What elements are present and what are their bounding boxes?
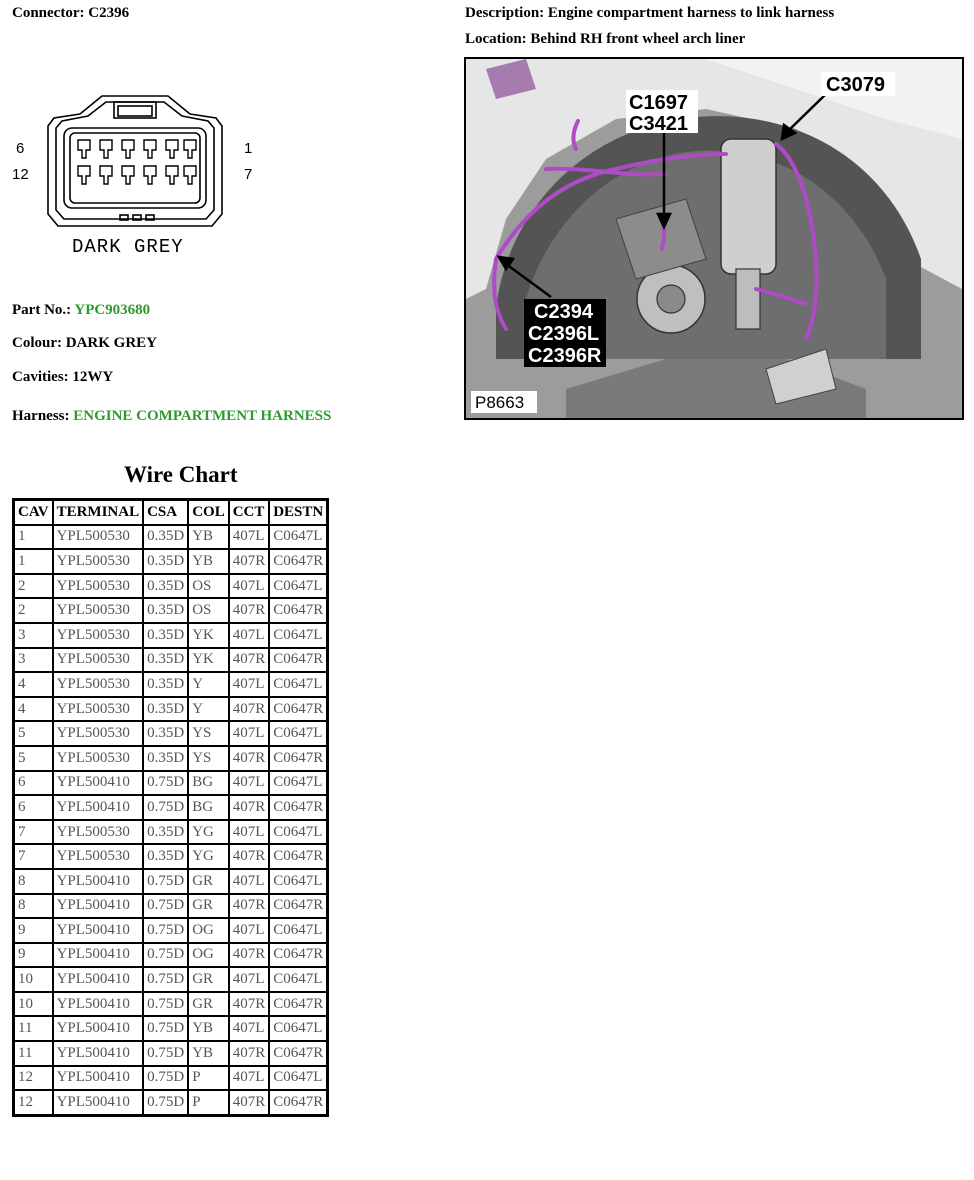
cell-terminal: YPL500530 — [53, 623, 144, 648]
cell-col: Y — [188, 672, 229, 697]
cell-cav: 4 — [14, 697, 53, 722]
cell-csa: 0.35D — [143, 672, 188, 697]
cell-cct: 407R — [229, 746, 270, 771]
cell-destn: C0647R — [269, 598, 328, 623]
cell-col: YK — [188, 623, 229, 648]
table-row — [14, 746, 328, 771]
cell-csa: 0.75D — [143, 894, 188, 919]
cell-terminal: YPL500530 — [53, 746, 144, 771]
cell-cct: 407R — [229, 844, 270, 869]
cell-destn: C0647L — [269, 967, 328, 992]
cell-destn: C0647L — [269, 721, 328, 746]
table-row — [14, 1041, 328, 1066]
cell-csa: 0.35D — [143, 648, 188, 673]
cell-cav: 3 — [14, 623, 53, 648]
cell-terminal: YPL500410 — [53, 918, 144, 943]
cell-cav: 8 — [14, 869, 53, 894]
cell-cct: 407R — [229, 795, 270, 820]
cell-destn: C0647R — [269, 795, 328, 820]
cell-terminal: YPL500530 — [53, 672, 144, 697]
cell-cct: 407R — [229, 697, 270, 722]
cell-cav: 11 — [14, 1016, 53, 1041]
table-row — [14, 992, 328, 1017]
cell-cav: 4 — [14, 672, 53, 697]
location-photo-illustration — [466, 59, 962, 418]
cell-col: YK — [188, 648, 229, 673]
callout-c3421: C3421 — [629, 113, 688, 135]
table-row — [14, 918, 328, 943]
table-row — [14, 844, 328, 869]
cell-cct: 407L — [229, 1066, 270, 1091]
cell-col: Y — [188, 697, 229, 722]
cell-destn: C0647R — [269, 549, 328, 574]
cell-cct: 407R — [229, 598, 270, 623]
cell-cct: 407L — [229, 967, 270, 992]
cell-col: GR — [188, 992, 229, 1017]
cell-csa: 0.75D — [143, 943, 188, 968]
callout-c1697: C1697 — [629, 92, 688, 114]
column-header-cct: CCT — [229, 500, 270, 525]
cell-terminal: YPL500530 — [53, 844, 144, 869]
wire-chart-body — [14, 525, 328, 1116]
cell-col: GR — [188, 894, 229, 919]
cell-col: YG — [188, 820, 229, 845]
cell-destn: C0647L — [269, 574, 328, 599]
cell-cct: 407L — [229, 1016, 270, 1041]
cell-terminal: YPL500530 — [53, 697, 144, 722]
cell-cav: 11 — [14, 1041, 53, 1066]
wire-chart-title: Wire Chart — [124, 462, 238, 487]
cell-col: BG — [188, 771, 229, 796]
cell-col: YG — [188, 844, 229, 869]
cell-cct: 407R — [229, 1090, 270, 1115]
cell-destn: C0647R — [269, 943, 328, 968]
table-row — [14, 869, 328, 894]
table-row — [14, 697, 328, 722]
connector-title: Connector: C2396 — [12, 5, 130, 21]
wire-chart-header-row — [14, 500, 328, 525]
cell-destn: C0647L — [269, 869, 328, 894]
harness-label: Harness: — [12, 408, 70, 424]
table-row — [14, 967, 328, 992]
cell-destn: C0647R — [269, 844, 328, 869]
cell-destn: C0647L — [269, 1066, 328, 1091]
cell-cav: 6 — [14, 795, 53, 820]
cell-cct: 407R — [229, 943, 270, 968]
column-header-terminal: TERMINAL — [53, 500, 144, 525]
cell-terminal: YPL500410 — [53, 771, 144, 796]
cell-destn: C0647L — [269, 623, 328, 648]
harness-info — [12, 408, 331, 425]
cell-destn: C0647L — [269, 1016, 328, 1041]
table-row — [14, 623, 328, 648]
connector-face-diagram — [40, 88, 230, 233]
cell-csa: 0.35D — [143, 746, 188, 771]
cell-col: YS — [188, 721, 229, 746]
cell-col: BG — [188, 795, 229, 820]
cell-col: OS — [188, 574, 229, 599]
part-number — [12, 302, 150, 319]
cell-cav: 9 — [14, 918, 53, 943]
cell-csa: 0.35D — [143, 574, 188, 599]
pin-label-7: 7 — [244, 166, 253, 183]
cell-cav: 8 — [14, 894, 53, 919]
cell-terminal: YPL500530 — [53, 525, 144, 550]
cell-destn: C0647L — [269, 525, 328, 550]
cell-col: YB — [188, 549, 229, 574]
table-row — [14, 721, 328, 746]
cell-csa: 0.75D — [143, 1066, 188, 1091]
cell-cct: 407L — [229, 525, 270, 550]
colour-text: Colour: DARK GREY — [12, 335, 157, 351]
cell-cav: 6 — [14, 771, 53, 796]
callout-c2396l: C2396L — [528, 323, 600, 345]
cell-cct: 407L — [229, 672, 270, 697]
cell-destn: C0647R — [269, 648, 328, 673]
cell-cct: 407L — [229, 574, 270, 599]
cell-csa: 0.35D — [143, 525, 188, 550]
cell-cav: 1 — [14, 525, 53, 550]
photo-reference: P8663 — [475, 393, 525, 412]
cell-col: YB — [188, 525, 229, 550]
cell-csa: 0.75D — [143, 1016, 188, 1041]
cell-cct: 407L — [229, 918, 270, 943]
pin-label-12: 12 — [12, 166, 29, 183]
cell-destn: C0647R — [269, 1090, 328, 1115]
table-row — [14, 771, 328, 796]
cell-csa: 0.75D — [143, 1090, 188, 1115]
table-row — [14, 1016, 328, 1041]
cell-cav: 7 — [14, 820, 53, 845]
cell-csa: 0.75D — [143, 771, 188, 796]
cell-cct: 407R — [229, 992, 270, 1017]
cell-cct: 407R — [229, 1041, 270, 1066]
cell-terminal: YPL500530 — [53, 598, 144, 623]
cell-cct: 407L — [229, 771, 270, 796]
cell-cct: 407L — [229, 721, 270, 746]
cell-cct: 407R — [229, 894, 270, 919]
table-row — [14, 1090, 328, 1115]
cell-csa: 0.35D — [143, 598, 188, 623]
cell-csa: 0.35D — [143, 721, 188, 746]
pin-label-1: 1 — [244, 140, 253, 157]
cell-cct: 407L — [229, 820, 270, 845]
location-text: Location: Behind RH front wheel arch liner — [465, 31, 746, 47]
table-row — [14, 795, 328, 820]
cell-terminal: YPL500410 — [53, 992, 144, 1017]
column-header-cav: CAV — [14, 500, 53, 525]
cell-col: P — [188, 1090, 229, 1115]
cell-destn: C0647L — [269, 672, 328, 697]
cell-cav: 10 — [14, 992, 53, 1017]
part-number-label: Part No.: — [12, 302, 72, 318]
table-row — [14, 574, 328, 599]
cell-cav: 7 — [14, 844, 53, 869]
cell-destn: C0647L — [269, 820, 328, 845]
cell-col: YS — [188, 746, 229, 771]
cell-destn: C0647R — [269, 992, 328, 1017]
cell-cav: 5 — [14, 746, 53, 771]
cell-terminal: YPL500530 — [53, 721, 144, 746]
cell-terminal: YPL500530 — [53, 648, 144, 673]
cavities-text: Cavities: 12WY — [12, 369, 114, 385]
cell-col: OG — [188, 943, 229, 968]
cell-destn: C0647L — [269, 918, 328, 943]
callout-c3079: C3079 — [826, 74, 885, 96]
cell-col: YB — [188, 1041, 229, 1066]
cell-csa: 0.75D — [143, 1041, 188, 1066]
cell-csa: 0.75D — [143, 967, 188, 992]
table-row — [14, 598, 328, 623]
description-text: Description: Engine compartment harness to link harness — [465, 5, 835, 21]
cell-col: GR — [188, 967, 229, 992]
pin-label-6: 6 — [16, 140, 25, 157]
cell-cav: 10 — [14, 967, 53, 992]
cell-cav: 5 — [14, 721, 53, 746]
cell-cav: 12 — [14, 1066, 53, 1091]
cell-csa: 0.35D — [143, 820, 188, 845]
cell-terminal: YPL500530 — [53, 820, 144, 845]
cell-terminal: YPL500530 — [53, 574, 144, 599]
connector-colour-caption: DARK GREY — [72, 236, 184, 258]
cell-terminal: YPL500410 — [53, 1041, 144, 1066]
cell-csa: 0.75D — [143, 918, 188, 943]
cell-cav: 2 — [14, 574, 53, 599]
cell-terminal: YPL500530 — [53, 549, 144, 574]
table-row — [14, 672, 328, 697]
cell-csa: 0.35D — [143, 549, 188, 574]
cell-destn: C0647R — [269, 894, 328, 919]
cell-col: P — [188, 1066, 229, 1091]
cell-csa: 0.35D — [143, 844, 188, 869]
column-header-destn: DESTN — [269, 500, 328, 525]
cell-cav: 1 — [14, 549, 53, 574]
cell-cct: 407L — [229, 869, 270, 894]
table-row — [14, 1066, 328, 1091]
cell-destn: C0647R — [269, 746, 328, 771]
cell-col: OS — [188, 598, 229, 623]
table-row — [14, 894, 328, 919]
cell-csa: 0.75D — [143, 795, 188, 820]
cell-cav: 3 — [14, 648, 53, 673]
column-header-col: COL — [188, 500, 229, 525]
callout-c2396r: C2396R — [528, 345, 602, 367]
callout-c2394: C2394 — [534, 301, 593, 323]
part-number-value[interactable]: YPC903680 — [74, 302, 151, 318]
cell-terminal: YPL500410 — [53, 795, 144, 820]
table-row — [14, 820, 328, 845]
cell-terminal: YPL500410 — [53, 869, 144, 894]
table-row — [14, 943, 328, 968]
cell-destn: C0647L — [269, 771, 328, 796]
cell-csa: 0.75D — [143, 869, 188, 894]
location-photo — [464, 57, 964, 420]
cell-col: YB — [188, 1016, 229, 1041]
column-header-csa: CSA — [143, 500, 188, 525]
cell-terminal: YPL500410 — [53, 967, 144, 992]
cell-terminal: YPL500410 — [53, 1066, 144, 1091]
cell-terminal: YPL500410 — [53, 943, 144, 968]
cell-cav: 2 — [14, 598, 53, 623]
harness-value[interactable]: ENGINE COMPARTMENT HARNESS — [73, 408, 332, 424]
table-row — [14, 549, 328, 574]
cell-destn: C0647R — [269, 697, 328, 722]
cell-csa: 0.75D — [143, 992, 188, 1017]
cell-cav: 12 — [14, 1090, 53, 1115]
cell-cav: 9 — [14, 943, 53, 968]
table-row — [14, 525, 328, 550]
cell-csa: 0.35D — [143, 697, 188, 722]
table-row — [14, 648, 328, 673]
cell-terminal: YPL500410 — [53, 1016, 144, 1041]
cell-terminal: YPL500410 — [53, 1090, 144, 1115]
cell-col: OG — [188, 918, 229, 943]
cell-cct: 407R — [229, 549, 270, 574]
wire-chart-table — [12, 498, 329, 1117]
cell-cct: 407L — [229, 623, 270, 648]
cell-col: GR — [188, 869, 229, 894]
cell-destn: C0647R — [269, 1041, 328, 1066]
cell-csa: 0.35D — [143, 623, 188, 648]
cell-terminal: YPL500410 — [53, 894, 144, 919]
cell-cct: 407R — [229, 648, 270, 673]
